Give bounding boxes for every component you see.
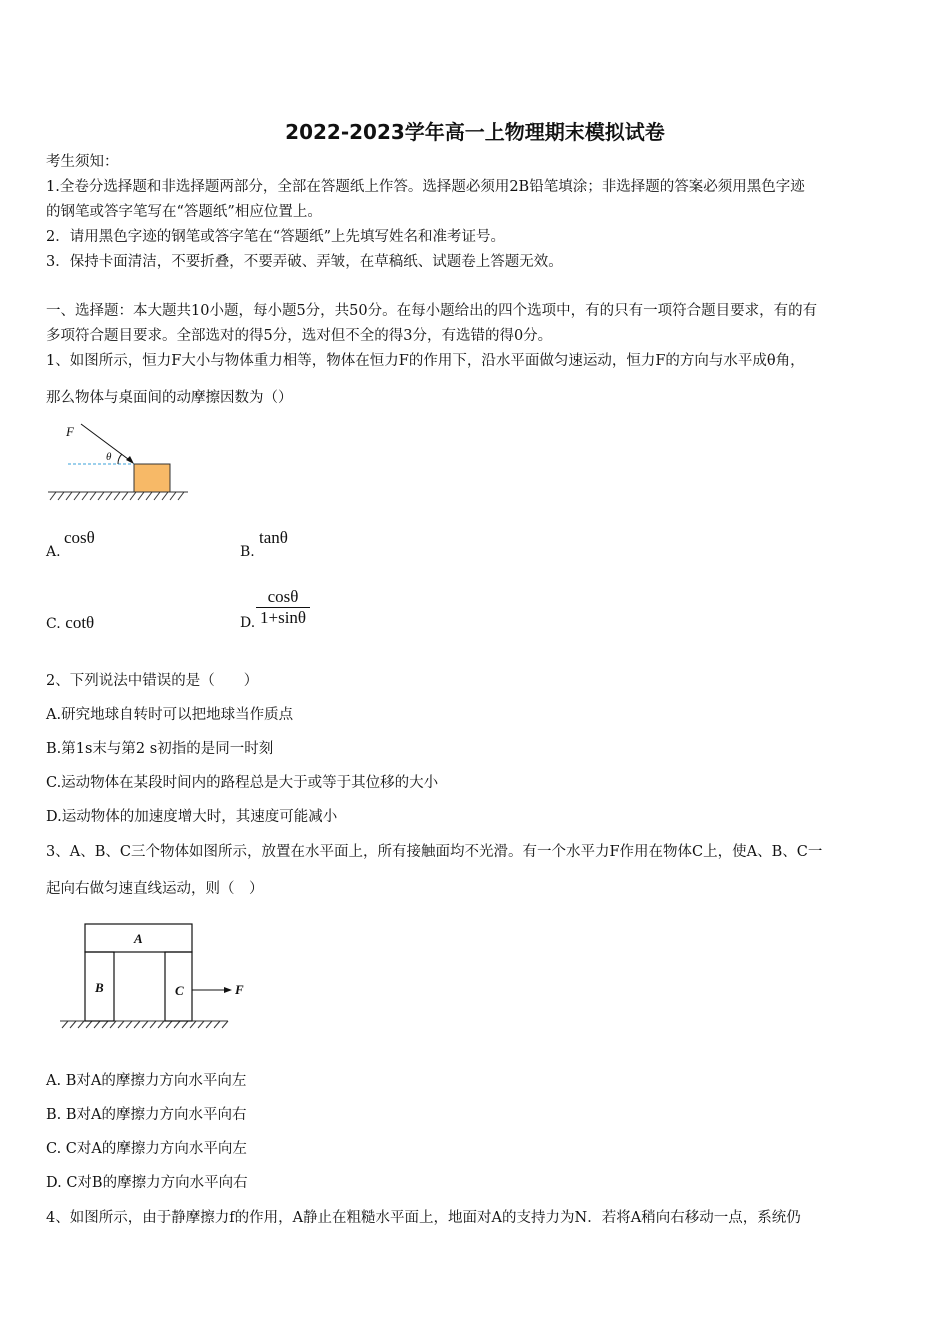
- q1-option-b-expr: tanθ: [259, 528, 288, 547]
- q1-option-d-numerator: cosθ: [256, 587, 310, 608]
- notice-heading: 考生须知：: [46, 154, 119, 170]
- q3-option-a: A. B对A的摩擦力方向水平向左: [46, 1073, 247, 1089]
- q1-option-c-label: C.: [46, 616, 61, 632]
- angle-arc: [118, 454, 122, 464]
- ground-hatch: [48, 492, 188, 500]
- q2-option-c: C.运动物体在某段时间内的路程总是大于或等于其位移的大小: [46, 775, 439, 791]
- label-f: F: [235, 982, 244, 997]
- q3-option-d: D. C对B的摩擦力方向水平向右: [46, 1175, 248, 1191]
- q1-option-a-label: A.: [46, 544, 61, 560]
- block: [134, 464, 170, 492]
- q3-option-b: B. B对A的摩擦力方向水平向右: [46, 1107, 247, 1123]
- q1-option-d-label: D.: [240, 615, 256, 631]
- force-arrowhead: [224, 987, 232, 993]
- q1-option-b: [240, 544, 255, 560]
- force-label: F: [66, 424, 74, 439]
- q1-option-b-label: B.: [240, 544, 255, 560]
- notice-item-2: 2．请用黑色字迹的钢笔或答字笔在“答题纸”上先填写姓名和准考证号。: [46, 229, 506, 245]
- q1-option-d: [240, 615, 255, 631]
- q3-figure: [58, 920, 248, 1030]
- q1-option-b-expr-wrap: [259, 528, 288, 548]
- section-intro-line-2: 多项符合题目要求。全部选对的得5分，选对但不全的得3分，有选错的得0分。: [46, 328, 553, 344]
- q1-option-a: [46, 544, 61, 560]
- q2-option-b: B.第1s末与第2 s初指的是同一时刻: [46, 741, 274, 757]
- q1-stem-line-1: 1、如图所示，恒力F大小与物体重力相等，物体在恒力F的作用下，沿水平面做匀速运动，恒力F的方向与水平成θ角，: [46, 353, 805, 369]
- label-a: A: [134, 931, 143, 946]
- notice-item-1-cont: 的钢笔或答字笔写在“答题纸”相应位置上。: [46, 204, 322, 220]
- q3-option-c: C. C对A的摩擦力方向水平向左: [46, 1141, 247, 1157]
- q1-option-c: [46, 613, 94, 633]
- angle-label: θ: [106, 451, 112, 463]
- label-b: B: [95, 980, 104, 995]
- section-intro-line-1: 一、选择题：本大题共10小题，每小题5分，共50分。在每小题给出的四个选项中，有的只有一项符合题目要求，有的有: [46, 303, 818, 319]
- q4-stem-line-1: 4、如图所示，由于静摩擦力f的作用，A静止在粗糙水平面上，地面对A的支持力为N．若将A稍向右移动一点，系统仍: [46, 1210, 801, 1226]
- q1-stem-line-2: 那么物体与桌面间的动摩擦因数为（）: [46, 390, 293, 406]
- q3-stem-line-1: 3、A、B、C三个物体如图所示，放置在水平面上，所有接触面均不光滑。有一个水平力F作用在物体C上，使A、B、C一: [46, 844, 823, 860]
- q2-stem: 2、下列说法中错误的是（ ）: [46, 673, 259, 689]
- label-c: C: [175, 983, 184, 998]
- q3-stem-line-2: 起向右做匀速直线运动，则（ ）: [46, 881, 264, 897]
- ground-hatch: [60, 1021, 228, 1028]
- q1-figure: [46, 418, 196, 502]
- q2-option-d: D.运动物体的加速度增大时，其速度可能减小: [46, 809, 338, 825]
- q1-option-d-denominator: 1+sinθ: [260, 608, 307, 627]
- q1-option-a-expr: cosθ: [64, 528, 95, 547]
- force-arrowhead: [126, 456, 134, 464]
- notice-item-3: 3．保持卡面清洁，不要折叠，不要弄破、弄皱，在草稿纸、试题卷上答题无效。: [46, 254, 563, 270]
- q1-option-d-fraction: [256, 587, 310, 628]
- notice-item-1: 1.全卷分选择题和非选择题两部分，全部在答题纸上作答。选择题必须用2B铅笔填涂；非选择题的答案必须用黑色字迹: [46, 179, 805, 195]
- q1-option-c-expr: cotθ: [65, 613, 95, 632]
- q1-option-a-expr-wrap: [64, 528, 95, 548]
- q2-option-a: A.研究地球自转时可以把地球当作质点: [46, 707, 294, 723]
- page-title: 2022-2023学年高一上物理期末模拟试卷: [285, 120, 665, 144]
